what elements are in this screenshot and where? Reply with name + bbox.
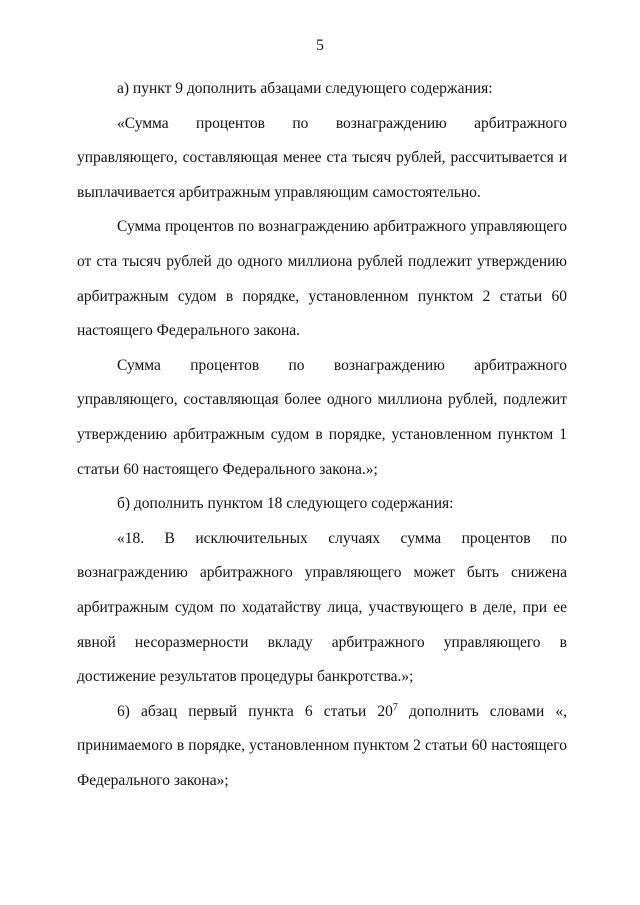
paragraph-intro-b: б) дополнить пунктом 18 следующего содержания: — [117, 495, 454, 513]
article-superscript: 7 — [392, 701, 398, 713]
paragraph-item-6-text-after: дополнить словами «, принимаемого в порядке, установленном пунктом 2 статьи 60 настоящего Федерального закона»; — [77, 702, 567, 789]
paragraph-amount-under-100k: «Сумма процентов по вознаграждению арбитражного управляющего, составляющая менее ста тысяч рублей, рассчитывается и выплачивается арбитражным управляющим самостоятельно. — [77, 114, 567, 201]
document-body — [77, 72, 567, 798]
paragraph-item-18: «18. В исключительных случаях сумма процентов по вознаграждению арбитражного управляющего может быть снижена арбитражным судом по ходатайству лица, участвующего в деле, при ее явной несоразмерности вкладу арбитражного управляющего в достижение результатов процедуры банкротства.»; — [77, 529, 567, 686]
paragraph-amount-over-1m: Сумма процентов по вознаграждению арбитражного управляющего, составляющая более одного миллиона рублей, подлежит утверждению арбитражным судом в порядке, установленном пунктом 1 статьи 60 настоящего Федерального закона.»; — [77, 356, 567, 478]
paragraph-item-6-text-before: 6) абзац первый пункта 6 статьи 20 — [117, 702, 393, 720]
paragraph-intro-a: а) пункт 9 дополнить абзацами следующего содержания: — [117, 80, 493, 97]
paragraph-item-6 — [77, 695, 567, 799]
page-number: 5 — [316, 37, 324, 54]
paragraph-amount-100k-to-1m: Сумма процентов по вознаграждению арбитражного управляющего от ста тысяч рублей до одного миллиона рублей подлежит утверждению арбитражным судом в порядке, установленном пунктом 2 статьи 60 настоящего Федерального закона. — [77, 218, 567, 340]
